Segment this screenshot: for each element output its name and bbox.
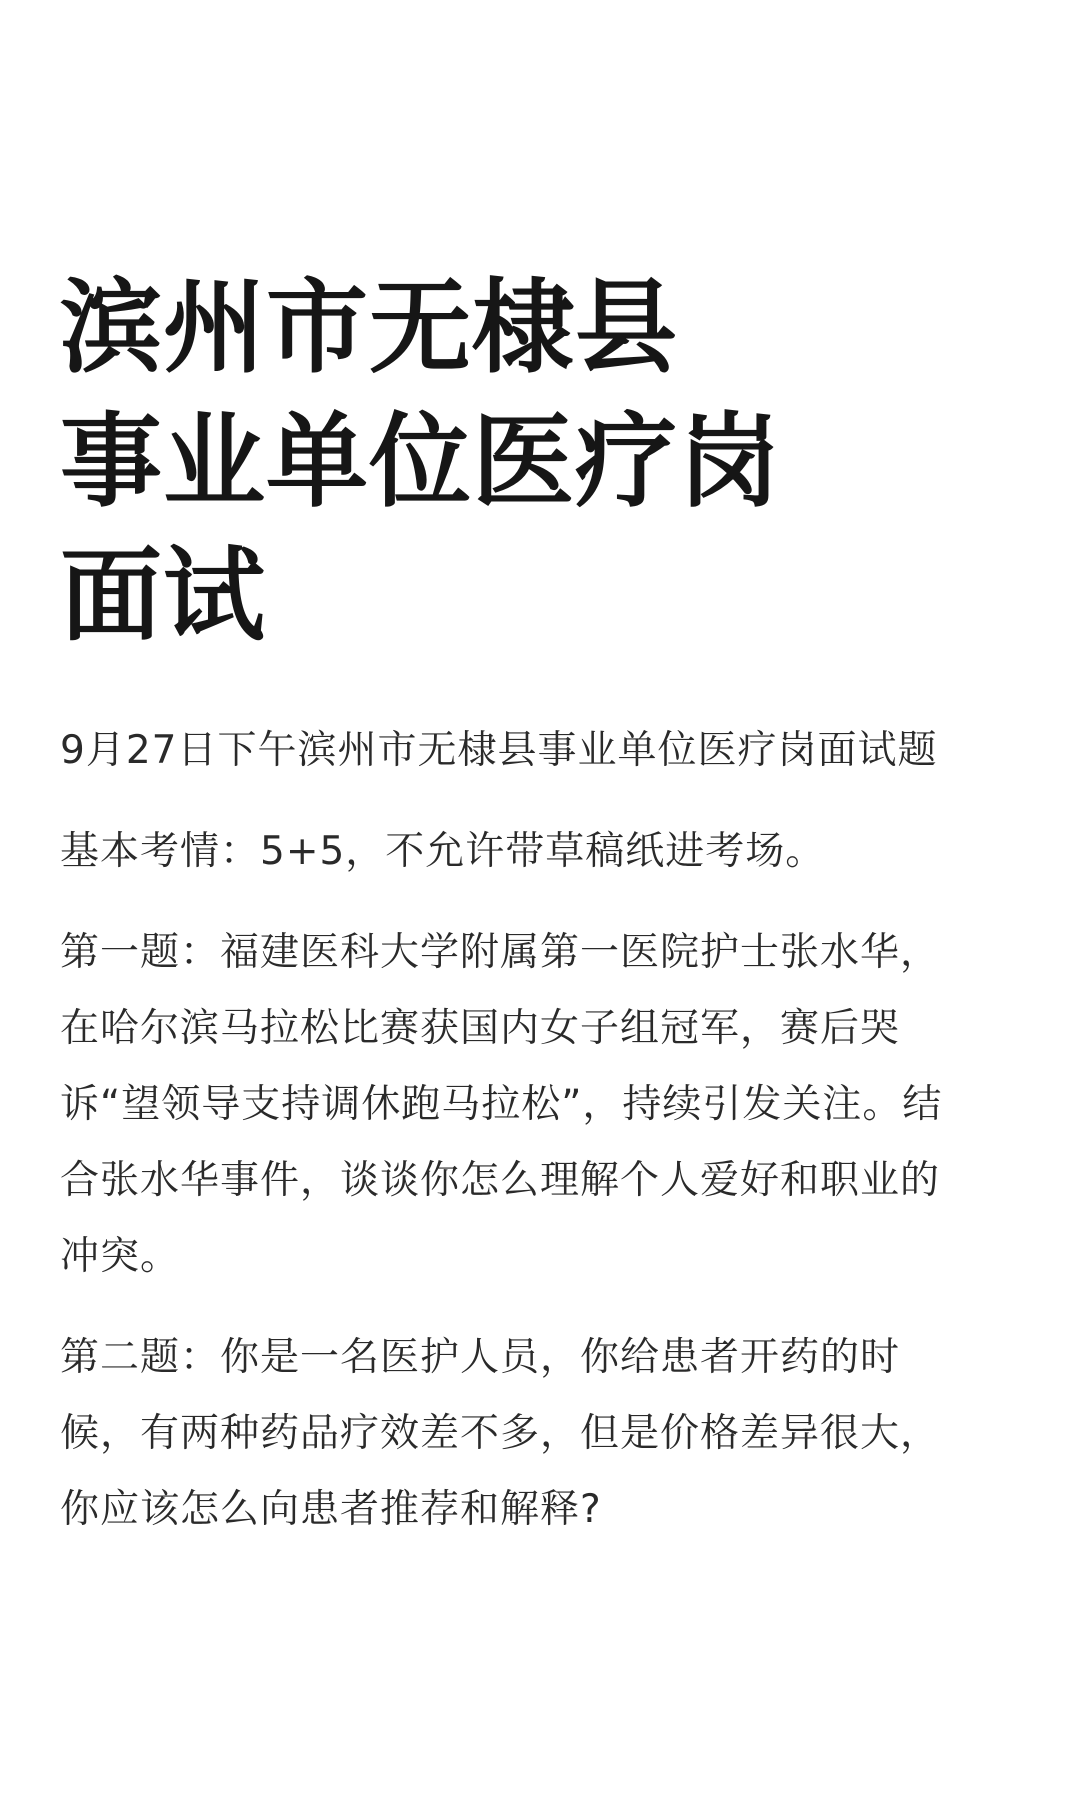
title-line-1: 滨州市无棣县 bbox=[60, 269, 678, 388]
article-body bbox=[60, 713, 1025, 1573]
subtitle-paragraph: 9月27日下午滨州市无棣县事业单位医疗岗面试题 bbox=[60, 728, 938, 773]
question-2-line: 第二题：你是一名医护人员，你给患者开药的时 bbox=[60, 1335, 901, 1380]
page-title bbox=[60, 262, 960, 664]
question-1-line: 冲突。 bbox=[60, 1234, 181, 1279]
question-1-line: 合张水华事件，谈谈你怎么理解个人爱好和职业的 bbox=[60, 1158, 941, 1203]
question-1-line: 第一题：福建医科大学附属第一医院护士张水华， bbox=[60, 930, 941, 975]
question-1-line: 在哈尔滨马拉松比赛获国内女子组冠军，赛后哭 bbox=[60, 1006, 901, 1051]
question-1-paragraph bbox=[60, 915, 1025, 1295]
question-2-line: 你应该怎么向患者推荐和解释? bbox=[60, 1487, 602, 1532]
question-1-line: 诉“望领导支持调休跑马拉松”，持续引发关注。结 bbox=[60, 1082, 943, 1127]
title-line-3: 面试 bbox=[60, 537, 266, 656]
question-2-line: 候，有两种药品疗效差不多，但是价格差异很大， bbox=[60, 1411, 941, 1456]
question-2-paragraph bbox=[60, 1320, 1025, 1548]
title-line-2: 事业单位医疗岗 bbox=[60, 403, 781, 522]
basic-info-paragraph: 基本考情：5+5，不允许带草稿纸进考场。 bbox=[60, 829, 826, 874]
